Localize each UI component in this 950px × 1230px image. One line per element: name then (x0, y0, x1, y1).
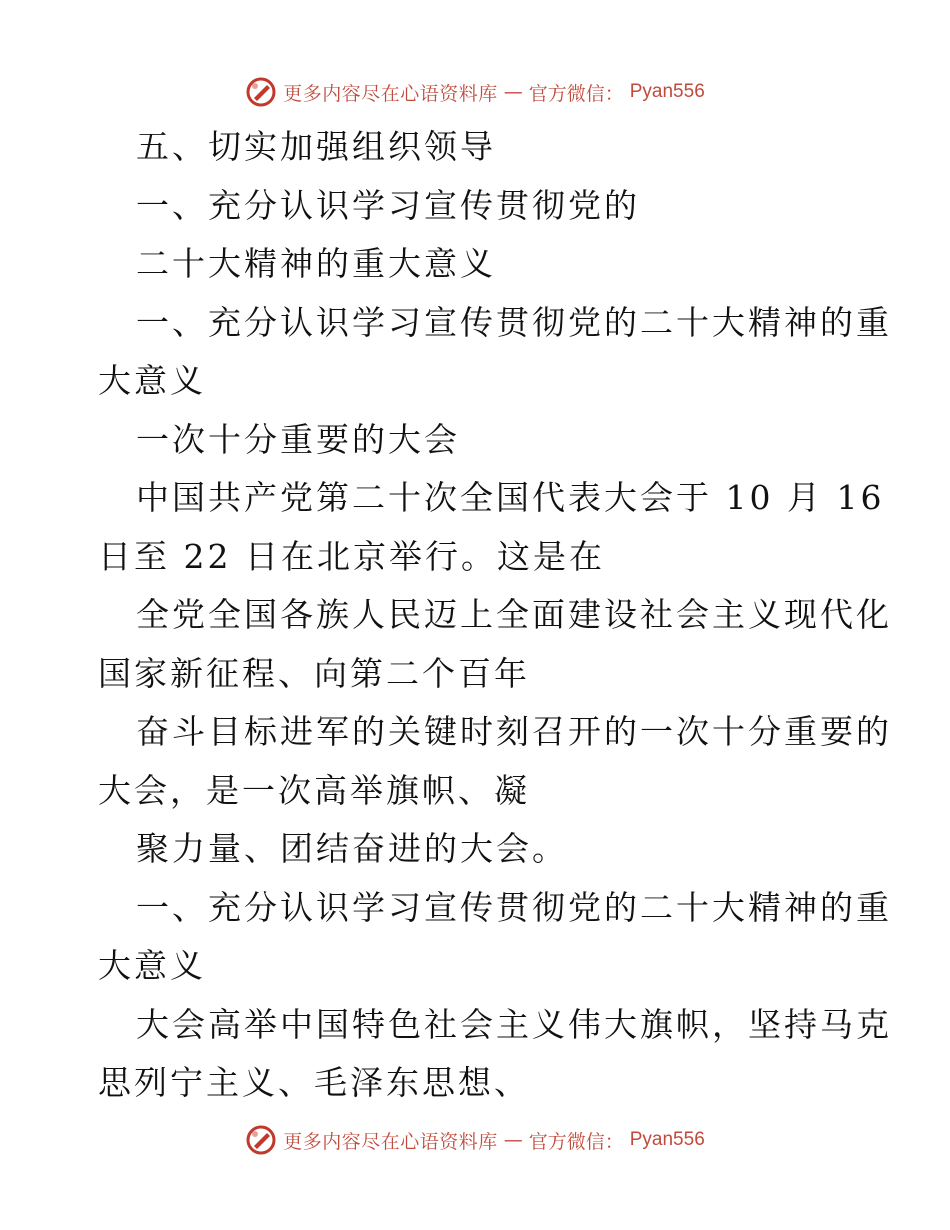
watermark-wechat-id: Pyan556 (629, 1129, 705, 1150)
paragraph-line: 五、切实加强组织领导 (136, 127, 496, 166)
paragraph-line: 一次十分重要的大会 (136, 419, 460, 459)
watermark-wechat-label: 官方微信： (528, 82, 624, 105)
watermark-footer (0, 1120, 950, 1160)
watermark-wechat-label: 官方微信： (528, 1130, 624, 1153)
paragraph-line: 一、充分认识学习宣传贯彻党的二十大精神的重 (136, 887, 892, 927)
paragraph-line: 大意义 (98, 361, 206, 400)
watermark-header (0, 72, 950, 112)
watermark-dash: — (503, 1129, 523, 1151)
paragraph-line: 大意义 (98, 946, 206, 985)
logo-icon (245, 76, 277, 108)
watermark-main-text: 更多内容尽在心语资料库 (283, 82, 498, 105)
paragraph-line: 一、充分认识学习宣传贯彻党的二十大精神的重 (136, 302, 892, 342)
paragraph-line: 奋斗目标进军的关键时刻召开的一次十分重要的 (136, 712, 892, 751)
paragraph-line: 日至 22 日在北京举行。这是在 (98, 536, 605, 576)
document-body (98, 118, 892, 1113)
watermark-main-text: 更多内容尽在心语资料库 (283, 1130, 498, 1153)
watermark-dash: — (503, 81, 523, 103)
paragraph-line: 中国共产党第二十次全国代表大会于 10 月 16 (136, 478, 885, 517)
paragraph-line: 大会高举中国特色社会主义伟大旗帜，坚持马克 (136, 1004, 892, 1044)
paragraph-line: 二十大精神的重大意义 (136, 244, 496, 283)
paragraph-line: 大会，是一次高举旗帜、凝 (98, 770, 530, 810)
paragraph-line: 全党全国各族人民迈上全面建设社会主义现代化 (136, 595, 892, 634)
paragraph-line: 一、充分认识学习宣传贯彻党的 (136, 185, 640, 225)
logo-icon (245, 1124, 277, 1156)
watermark-wechat-id: Pyan556 (629, 81, 705, 102)
paragraph-line: 国家新征程、向第二个百年 (98, 653, 530, 693)
paragraph-line: 思列宁主义、毛泽东思想、 (98, 1063, 530, 1102)
paragraph-line: 聚力量、团结奋进的大会。 (136, 829, 568, 868)
